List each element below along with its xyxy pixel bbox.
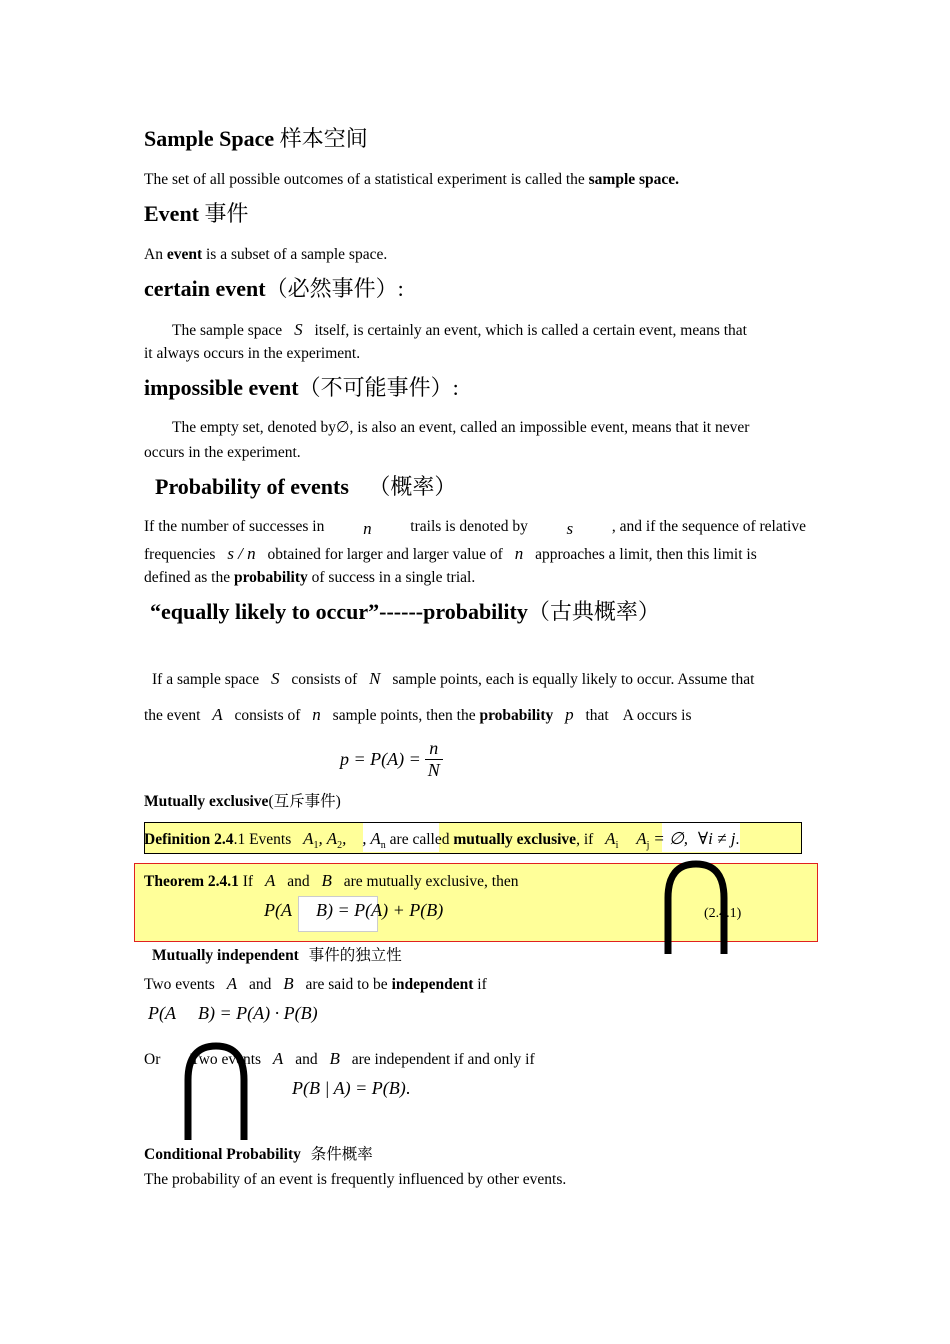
sample-space-text: The set of all possible outcomes of a statistical experiment is called the sample space. — [144, 171, 680, 188]
event-text: An event is a subset of a sample space. — [144, 246, 388, 263]
heading-sample-space: Sample Space 样本空间 — [144, 126, 368, 151]
empty-set-symbol: ∅ — [336, 419, 350, 436]
certain-event-line2: it always occurs in the experiment. — [144, 345, 361, 362]
heading-probability: Probability of events （概率） — [155, 474, 457, 499]
probability-line2: frequencies s / n obtained for larger and larger value of n approaches a limit, then this limit is — [144, 544, 757, 563]
independent-line1: Two events A and B are said to be independent if — [144, 974, 487, 993]
definition-text: Definition 2.4.1 Events $A_1$, $A_2$, , $A_n$ are called mutually exclusive, if $A_i$ $A_j$ = ∅, ∀i ≠ j. — [144, 829, 740, 852]
independent-formula1: P(A B) = P(A) · P(B) — [148, 1003, 318, 1023]
intersection-glyph-artifact — [660, 858, 732, 954]
theorem-formula: P(A B) = P(A) + P(B) — [264, 900, 444, 920]
theorem-equation-number: (2.4.1) — [704, 906, 742, 921]
heading-mutually-independent: Mutually independent 事件的独立性 — [152, 947, 402, 964]
certain-event-line1: The sample space S itself, is certainly an event, which is called a certain event, means that — [172, 320, 747, 339]
independent-formula2: P(B | A) = P(B). — [292, 1078, 411, 1098]
theorem-text: Theorem 2.4.1 If A and B are mutually exclusive, then — [144, 871, 519, 890]
classical-line1: If a sample space S consists of N sample points, each is equally likely to occur. Assume that — [152, 669, 755, 688]
heading-mutually-exclusive: Mutually exclusive(互斥事件) — [144, 793, 341, 810]
impossible-event-line1: The empty set, denoted by∅, is also an event, called an impossible event, means that it never — [172, 419, 750, 436]
probability-line3: defined as the probability of success in a single trial. — [144, 569, 476, 586]
heading-certain-event: certain event（必然事件）: — [144, 276, 404, 301]
independent-line2: Or Two events A and B are independent if and only if — [144, 1049, 535, 1068]
heading-classical-probability: “equally likely to occur”------probability（古典概率） — [150, 599, 660, 624]
heading-impossible-event: impossible event（不可能事件）: — [144, 375, 459, 400]
classical-line2: the event A consists of n sample points, then the probability p that A occurs is — [144, 705, 692, 724]
classical-formula: p = P(A) = $\frac{n}{N}$ — [340, 738, 443, 781]
heading-conditional-probability: Conditional Probability 条件概率 — [144, 1146, 373, 1163]
probability-line1: If the number of successes in n trails is denoted by s , and if the sequence of relative — [144, 518, 806, 538]
conditional-text: The probability of an event is frequently influenced by other events. — [144, 1171, 567, 1188]
impossible-event-line2: occurs in the experiment. — [144, 444, 301, 461]
heading-event: Event 事件 — [144, 201, 249, 226]
